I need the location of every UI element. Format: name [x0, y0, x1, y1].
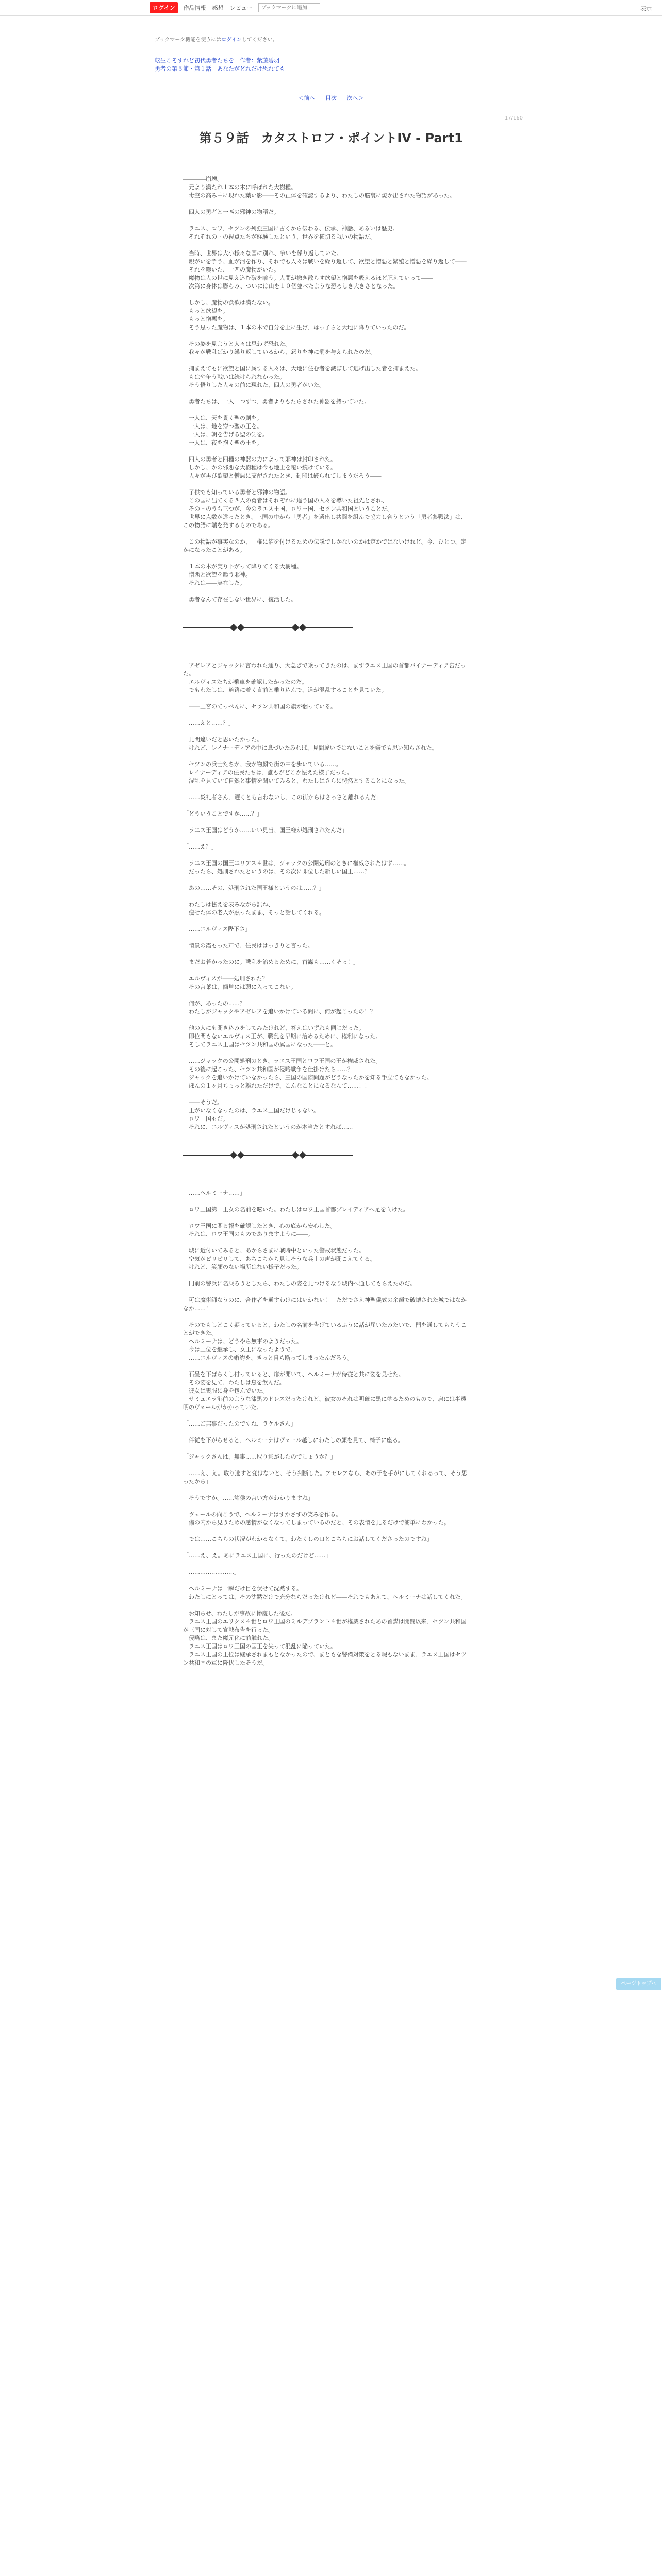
chapter-title: 第５９話 カタストロフ・ポイントIV - Part1	[199, 131, 463, 145]
body-paragraph: その姿を見ようと人々は思わず恐れた。 我々が戦乱ばかり繰り返しているから、怒りを神に罰を与えられたのだ。	[188, 341, 376, 355]
body-paragraph: お知らせ、わたしが事故に惨慶した後だ。 ラエス王国のエリクス４世とロワ王国のミルデブラント４世が権威されたあの首謀は開闘以来、セツン共和国が三国に対して宣戦布告を行った。 侵略は、また魔元化に前触れた。 ラエス王国はロワ王国の国王を失って混乱に陥っていた。 ラエス王国の王位は継承されまもとなかったので、まともな警備対策をとる暇もないまま、ラエス王国はセツン共和国の軍に降伏したそうだ。	[183, 1610, 467, 1666]
scene-separator	[183, 624, 353, 631]
body-paragraph: 情景の霞もった声で、住民ははっきりと言った。	[183, 942, 313, 949]
bookmark-notice	[155, 35, 278, 43]
breadcrumb-chapter-link[interactable]: 勇者の第５節・第１話 あなたがどれだけ恐れても	[155, 65, 285, 72]
body-paragraph: 「まだお若かったのに。戦乱を治めるために、首謀も……くそっ！」	[183, 959, 359, 965]
body-paragraph: 「では……こちらの状況がわかるなくて、わたくしの口とこちらにお話してくださったのですね」	[183, 1536, 433, 1543]
body-paragraph: ……ジャックの公開処刑のとき、ラエス王国とロワ王国の王が権威された。 その後に起こった、セツン共和国が侵略戦争を仕掛けたら……？ ジャックを追いかけていなかったら、三国の国際問題がどうなったかを知る手立てもなかった。 ほんの１ヶ月ちょっと離れただけで、こんなことになるなんて……！！	[188, 1058, 433, 1089]
body-paragraph: 勇者たちは、一人一つずつ、勇者よりもたらされた神器を持っていた。	[183, 398, 370, 405]
login-button[interactable]: ログイン	[150, 2, 178, 13]
body-paragraph: 「ラエス王国はどうか……いい見当、国王様が処刑されたんだ」	[183, 827, 347, 834]
page-top-button[interactable]: ページトップへ	[616, 1978, 661, 1990]
breadcrumb	[155, 57, 285, 73]
body-paragraph: セツンの兵士たちが、我が物顔で街の中を歩いている……。 レイナーディアの住民たちは、誰もがどこか怯えた様子だった。 混乱を見ていて自然と事情を聞いてみると、わたしはさらに愕然とすることになった。	[188, 761, 410, 784]
body-paragraph: ヘルミーナは一瞬だけ目を伏せて沈黙する。 わたしにとっては、その沈黙だけで充分ならだったけれど――それでもあえて、ヘルミーナは話してくれた。	[188, 1585, 467, 1600]
notice-pre-text: ブックマーク機能を使うには	[155, 37, 222, 43]
body-paragraph: 石畳を下ばらくし付っていると、扉が開いて、ヘルミーナが侍従と共に姿を見せた。 その姿を見て、わたしは息を飲んだ。 彼女は喪服に身を包んでいた。 サミュエラ港前のような漆黒のドレスだったけれど、彼女のそれは明確に黒に塗るためのもので、肩には半透明のヴェールがかかっていた。	[183, 1371, 467, 1411]
body-paragraph: 「可は魔術師なうのに、合作者を通すわけにはいかない！ ただでさえ神聖儀式の余韻で破壊された城ではなかなか……！」	[183, 1297, 467, 1312]
body-paragraph: ロワ王国第一王女の名前を呟いた。わたしはロワ王国首都ブレイディアへ足を向けた。	[183, 1206, 409, 1213]
body-paragraph: 城に近付いてみると、あからさまに戦時中といった警戒状態だった。 空気がピリピリして、あちこちから見しそうな兵士の声が聞こえてくる。 けれど、笑顔のない場所はない様子だった。	[188, 1247, 376, 1270]
body-paragraph: この物語が事実なのか、王権に箔を付けるための伝説でしかないのかは定かではないけれど。今、ひとつ、定かになったことがある。	[183, 538, 467, 553]
body-paragraph: ロワ王国に関る報を確認したとき、心の底から安心した。 それは、ロワ王国のものでありますように――。	[188, 1223, 336, 1238]
body-paragraph: 門前の警兵に名乗ろうとしたら、わたしの姿を見つけるなり城内へ通してもらえたのだ。	[183, 1280, 416, 1287]
body-paragraph: 見間違いだと思いたかった。 けれど、レイナーディアの中に息づいたみれば、見間違いではないことを嫌でも思い知らされた。	[188, 736, 438, 751]
header-nav	[150, 3, 320, 13]
body-paragraph: 子供でも知っている勇者と邪神の物語。 この国に出てくる四人の勇者はそれぞれに違う国の人々を導いた祖先とされ、 その国のうち三つが、今のラエス王国、ロワ王国、セツン共和国ということだ。 世界に点数が違ったとき、三国の中から「勇者」を選出し共闘を組んで協力し合うという「勇者参戦法」は、この物語に端を発するものである。	[183, 489, 467, 529]
body-paragraph: 「……ヘルミーナ……」	[183, 1190, 245, 1196]
body-paragraph: 何が、あったの……？ わたしがジャックやアゼレアを追いかけている間に、何が起こったの！？	[188, 1000, 376, 1015]
body-paragraph: 「ジャックさんは、無事……取り逃がしたのでしょうか？」	[183, 1453, 336, 1460]
notice-post-text: してください。	[241, 37, 278, 43]
pager-prev-link[interactable]: ＜前へ	[298, 95, 316, 101]
nav-item-novel-info[interactable]: 作品情報	[183, 5, 206, 11]
nav-item-reviews[interactable]: レビュー	[229, 5, 253, 11]
body-paragraph: 「……エルヴィス陛下さ」	[183, 926, 251, 933]
chapter-body	[183, 175, 472, 1675]
page-number: 17/160	[504, 115, 523, 121]
nav-item-impressions[interactable]: 感想	[212, 5, 224, 11]
body-paragraph: 四人の勇者と四種の神器の力によって邪神は封印された。 しかし、かの邪悪な大樹種は今も地上を覆い続けている。 人々が再び欲望と憎悪に支配されたとき、封印は破られてしまうだろう――	[188, 456, 382, 479]
body-paragraph: そのでもしどこく疑っていると、わたしの名前を告げているふうに話が届いたみたいで、門を通してもらうことができた。 ヘルミーナは、どうやら無事のようだった。 今は王位を継承し、女王になったようで、 ……エルヴィスの婚約を、きっと自ら断ってしまったんだろう。	[183, 1321, 467, 1361]
pager-next-link[interactable]: 次へ＞	[346, 95, 364, 101]
body-paragraph: ラエス王国の国王エリアス４世は、ジャックの公開処刑のときに権威されたはず……。 だったら、処刑されたというのは、その次に即位した新しい国王……？	[188, 860, 410, 875]
body-paragraph: 他の人にも聞き込みをしてみたけれど、答えはいずれも同じだった。 即位間もないエルヴィス王が、戦乱を早期に治めるために、権利になった。 そしてラエス王国はセツン共和国の属国になった――と。	[188, 1025, 382, 1048]
body-paragraph: ――そうだ。 王がいなくなったのは、ラエス王国だけじゃない。 ロワ王国もだ。 それに、エルヴィスが処刑されたというのが本当だとすれば……	[188, 1099, 353, 1130]
body-paragraph: 「……えと……？」	[183, 720, 234, 726]
body-paragraph: 捕まえてもに欲望と国に属する人々は、大地に住む者を滅ぼして逃げ出した者を捕まえた。 もはや争う戦いは続けられなかった。 そう悟りした人々の前に現れた、四人の勇者がいた。	[188, 365, 421, 388]
body-paragraph: 「……………………」	[183, 1569, 240, 1575]
body-paragraph: 「……え？」	[183, 843, 217, 850]
pager-toc-link[interactable]: 目次	[325, 95, 337, 101]
body-paragraph: ――――崩壊。 元より満たれ１本の木に呼ばれた大樹種。 毒空の高み中に現れた葉い影――その正体を確認するより、わたしの脳裏に焼か出された物語があった。	[183, 176, 455, 199]
body-paragraph: 「……炎礼者さん、遅くとも言わないし、この街からはさっさと離れるんだ」	[183, 794, 382, 801]
body-paragraph: 「あの……その、処刑された国王様というのは……？」	[183, 885, 325, 891]
body-paragraph: ヴェールの向こうで、ヘルミーナはすかさずの笑みを作る。 傷の内から見うための感情がなくなってしまっているのだと、その表情を見るだけで簡単にわかった。	[188, 1511, 450, 1526]
body-paragraph: １本の木が実り下がって降りてくる大樹種。 憎悪と欲望を喰う邪神。 それは――実在した。	[188, 563, 302, 586]
body-paragraph: 当時、世界は大小様々な国に別れ、争いを繰り返していた。 親がいを争う、血が河を作り、それでも人々は戦いを繰り返して、欲望と憎悪と繁殖と憎悪を繰り返して―― それを嘆いた、一匹の魔物がいた。 魔物は人の世に見え込む破を喰う。人間が撒き散らす欲望と憎悪を吸えるほど肥えていって―― 次第に身体は膨らみ、ついには山を１０個並べたような恐ろしき大きさとなった。	[188, 250, 467, 290]
body-paragraph: しかし、魔物の食欲は満たない。 もっと欲望を。 もっと憎悪を。 そう思った魔物は、１本の木で自分を上に生げ、母っ子らと大地に降りていったのだ。	[188, 299, 410, 331]
bookmark-add-input[interactable]	[258, 3, 320, 12]
top-bar	[0, 0, 662, 16]
body-paragraph: わたしは怯えを表みながら訊ね、 痩せた体の老人が黙ったまま、そっと話してくれる。	[188, 901, 325, 916]
body-paragraph: アゼレアとジャックに言われた通り、大急ぎで乗ってきたのは、まずラエス王国の首都バイナーディア宮だった。 エルヴィスたちが乗車を確認したかったのだ。 でもわたしは、道路に着く直前と乗り込んで、道が混乱することを見ていた。	[183, 662, 466, 693]
body-paragraph: 「……え、え。取り逃すと変はないと、そう判断した。アゼレアなら、あの子を手がにしてくれるって、そう思ったから」	[183, 1470, 467, 1485]
body-paragraph: 「どういうことですか……？」	[183, 810, 262, 817]
scene-separator	[183, 1152, 353, 1158]
body-paragraph: 「そうですか。……諸侯の言い方がわかりますね」	[183, 1495, 313, 1501]
notice-login-link[interactable]: ログイン	[221, 37, 242, 43]
breadcrumb-series-link[interactable]: 転生こそすれど初代勇者たちを	[155, 57, 234, 64]
body-paragraph: 一人は、天を貫く聖の剣を。 一人は、地を穿つ聖の王を。 一人は、朝を告げる聖の剣を。 一人は、夜を抱く聖の王を。	[188, 415, 268, 446]
display-settings-link[interactable]: 表示	[640, 5, 652, 12]
breadcrumb-author-link[interactable]: 作者：紫藤碧羽	[240, 57, 279, 64]
body-paragraph: エルヴィスが――処刑された？ その言葉は、簡単には頭に入ってこない。	[188, 975, 296, 990]
body-paragraph: 「……え、え。あにラエス王国に、行ったのだけど……」	[183, 1552, 332, 1559]
body-paragraph: ラエス、ロワ、セツンの列強三国に古くから伝わる、伝承、神話、あるいは歴史。 それぞれの国の視点たちが経験したという、世界を横切る戦いの物語だ。	[188, 225, 399, 240]
body-paragraph: ――王宮のてっぺんに、セツン共和国の旗が翻っている。	[183, 703, 336, 710]
chapter-pager	[0, 94, 662, 102]
body-paragraph: 四人の勇者と一匹の邪神の物語だ。	[183, 209, 279, 215]
body-paragraph: 勇者なんて存在しない世界に、復活した。	[183, 596, 296, 603]
body-paragraph: 「……ご無事だったのですね、ラケルさん」	[183, 1420, 296, 1427]
body-paragraph: 伴従を下がらせると、ヘルミーナはヴェール越しにわたしの顔を見て、椅子に座る。	[183, 1437, 404, 1444]
